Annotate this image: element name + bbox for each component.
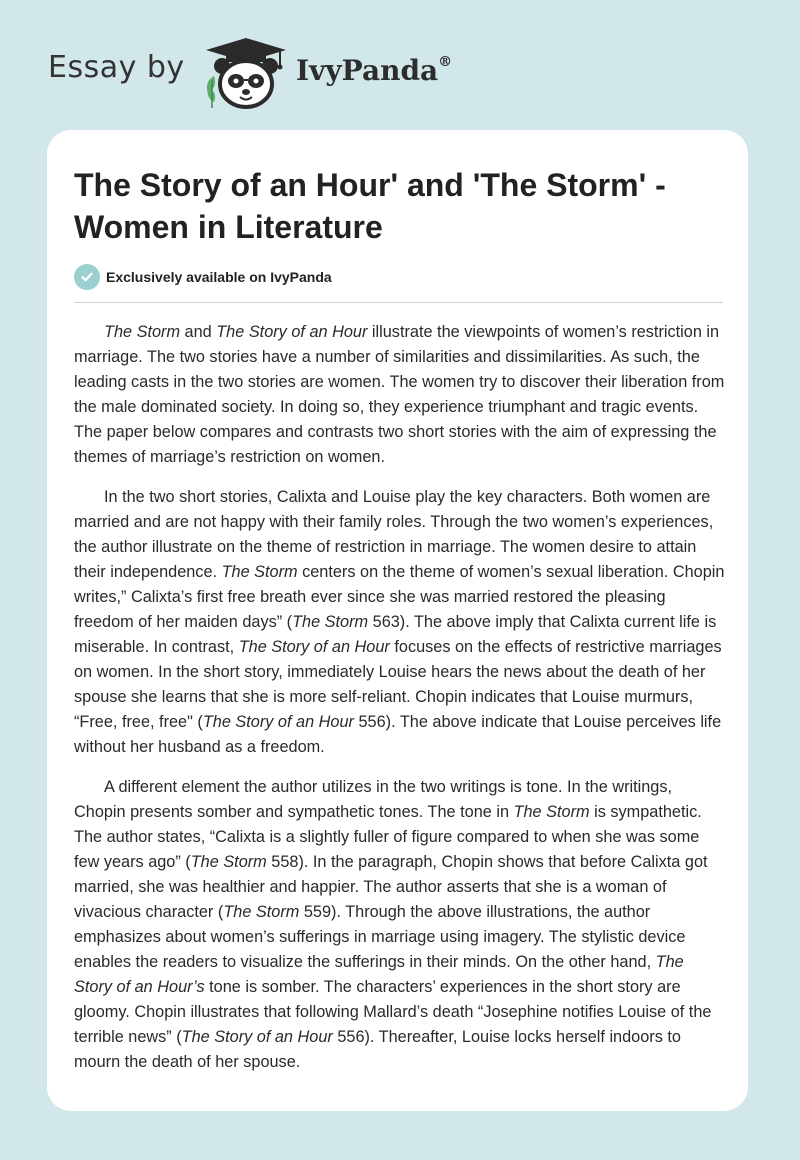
exclusive-badge	[74, 264, 332, 290]
text-run: 559). Through the above illustrations, the author emphasizes about women’s sufferings in marriage using imagery. The stylistic device enables the readers to visualize the sufferings in their minds. On the other hand,	[74, 903, 686, 971]
essay-by-label: Essay by	[48, 50, 185, 85]
italic-title: The Story of an Hour	[202, 713, 354, 731]
page-title: The Story of an Hour' and 'The Storm' - Women in Literature	[74, 167, 666, 245]
italic-title: The Storm	[104, 323, 181, 341]
divider	[74, 302, 723, 303]
paragraph	[74, 320, 726, 470]
text-run: 556). Thereafter, Louise locks herself indoors to mourn the death of her spouse.	[74, 1028, 681, 1071]
text-run: focuses on the effects of restrictive marriages on women. In the short story, immediately Louise hears the news about the death of her spouse she learns that she is more self-reliant. Chopin indicates that Louise murmurs, “Free, free, free" (	[74, 638, 722, 731]
panda-logo-icon[interactable]	[200, 36, 292, 110]
text-run: and	[180, 323, 217, 341]
italic-title: The Story of an Hour	[216, 323, 368, 341]
essay-card	[47, 130, 748, 1111]
italic-title: The Storm	[513, 803, 590, 821]
text-run: In the two short stories, Calixta and Louise play the key characters. Both women are married and are not happy with their family roles. Through the two women’s experiences, the author illustrate on the theme of restriction in marriage. The women desire to attain their independence.	[74, 488, 714, 581]
text-run: centers on the theme of women’s sexual liberation. Chopin writes,” Calixta’s first free breath ever since she was married restored the pleasing freedom of her maiden days” (	[74, 563, 725, 631]
essay-body	[74, 320, 726, 1090]
text-run: tone is somber. The characters’ experiences in the short story are gloomy. Chopin illustrates that following Mallard’s death “Josephine notifies Louise of the terrible news” (	[74, 978, 712, 1046]
text-run: 558). In the paragraph, Chopin shows that before Calixta got married, she was healthier and happier. The author asserts that she is a woman of vivacious character (	[74, 853, 708, 921]
brand-name[interactable]	[296, 54, 452, 87]
text-run: illustrate the viewpoints of women’s restriction in marriage. The two stories have a number of similarities and dissimilarities. As such, the leading casts in the two stories are women. The women try to discover their liberation from the male dominated society. In doing so, they experience triumphant and tragic events. The paper below compares and contrasts two short stories with the aim of expressing the themes of marriage’s restriction on women.	[74, 323, 725, 466]
text-run: 563). The above imply that Calixta current life is miserable. In contrast,	[74, 613, 717, 656]
leaf-icon	[207, 76, 215, 108]
paragraph	[74, 775, 726, 1075]
text-run: is sympathetic. The author states, “Calixta is a slightly fuller of figure compared to when she was some few years ago” (	[74, 803, 702, 871]
italic-title: The Story of an Hour’s	[74, 953, 684, 996]
registered-mark: ®	[438, 53, 453, 70]
italic-title: The Story of an Hour	[238, 638, 390, 656]
italic-title: The Story of an Hour	[181, 1028, 333, 1046]
exclusive-label: Exclusively available on IvyPanda	[106, 269, 332, 285]
paragraph	[74, 485, 726, 760]
text-run: A different element the author utilizes in the two writings is tone. In the writings, Chopin presents somber and sympathetic tones. The tone in	[74, 778, 673, 821]
italic-title: The Storm	[223, 903, 300, 921]
brand-text: IvyPanda	[296, 54, 439, 87]
check-icon	[74, 264, 100, 290]
italic-title: The Storm	[190, 853, 267, 871]
text-run: 556). The above indicate that Louise perceives life without her husband as a freedom.	[74, 713, 722, 756]
italic-title: The Storm	[221, 563, 298, 581]
italic-title: The Storm	[292, 613, 369, 631]
site-header	[0, 0, 800, 130]
